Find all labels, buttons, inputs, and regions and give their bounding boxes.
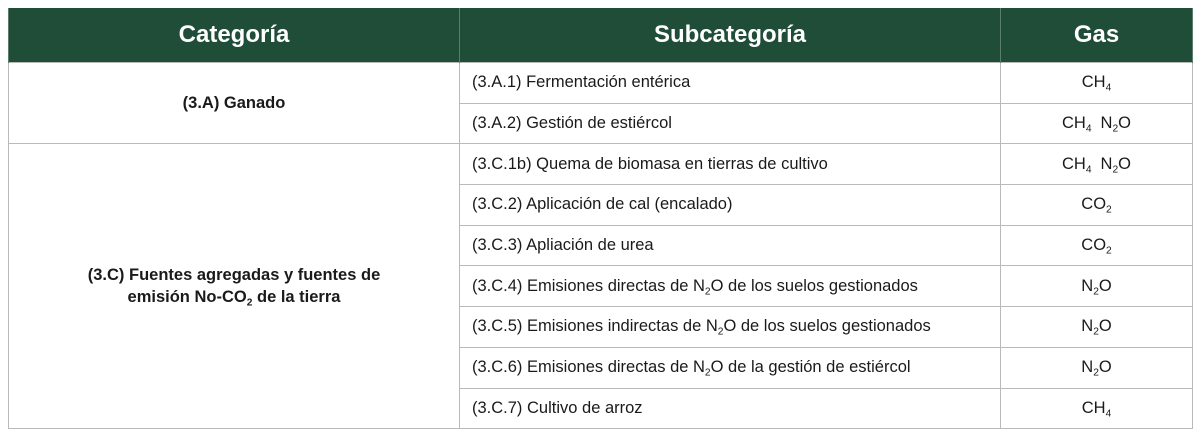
subcategory-text: (3.C.6) Emisiones directas de $N_2O$ de la gestión de estiércol [472,358,911,379]
subcategory-cell [460,144,1001,185]
gas-cell [1001,63,1193,104]
subcategory-cell [460,225,1001,266]
gas-formula: $N_2O$ [1081,276,1112,298]
header-category: Categoría [9,8,460,63]
gas-cell [1001,307,1193,348]
subcategory-cell [460,388,1001,429]
gas-cell [1001,103,1193,144]
subcategory-text: (3.C.3) Apliación de urea [472,236,654,255]
subcategory-text: (3.C.7) Cultivo de arroz [472,398,643,417]
gas-formula: $CH_4$ [1081,398,1112,420]
header-row [9,8,1193,63]
gas-formula: $CH_4$ [1062,114,1092,135]
table-row [9,144,1193,185]
subcategory-text: (3.C.1b) Quema de biomasa en tierras de cultivo [472,154,828,173]
category-label: (3.A) Ganado [182,94,286,113]
gas-formula: $CH_4$ [1081,73,1112,94]
table-row [9,63,1193,104]
gas-cell [1001,185,1193,226]
category-cell-ganado [9,63,460,144]
gas-formula: $N_2O$ [1100,154,1131,176]
subcategory-text: (3.C.4) Emisiones directas de $N_2O$ de los suelos gestionados [472,276,918,298]
gas-cell [1001,225,1193,266]
subcategory-cell [460,103,1001,144]
subcategory-cell [460,347,1001,388]
subcategory-cell [460,266,1001,307]
gas-cell [1001,266,1193,307]
gas-formula: $N_2O$ [1081,317,1112,339]
category-label-line1: (3.C) Fuentes agregadas y fuentes de [87,266,381,285]
subcategory-text: (3.A.2) Gestión de estiércol [472,114,672,133]
gas-formula: $CH_4$ [1062,154,1092,176]
subcategory-cell [460,307,1001,348]
emissions-table-container [8,8,1192,429]
gas-formula: $CO_2$ [1081,236,1112,257]
gas-cell [1001,347,1193,388]
emissions-category-table [8,8,1193,429]
gas-formula: $CO_2$ [1081,195,1112,216]
gas-cell [1001,388,1193,429]
subcategory-text: (3.A.1) Fermentación entérica [472,73,691,92]
subcategory-cell [460,185,1001,226]
subcategory-text: (3.C.5) Emisiones indirectas de $N_2O$ de los suelos gestionados [472,317,931,339]
gas-cell [1001,144,1193,185]
header-subcategory: Subcategoría [460,8,1001,63]
category-label-line2: emisión $No-CO_2$ de la tierra [127,288,341,309]
subcategory-cell [460,63,1001,104]
category-cell-fuentes-agregadas [9,144,460,429]
gas-formula: $N_2O$ [1100,114,1131,135]
subcategory-text: (3.C.2) Aplicación de cal (encalado) [472,195,733,214]
header-gas: Gas [1001,8,1193,63]
gas-formula: $N_2O$ [1081,358,1112,379]
